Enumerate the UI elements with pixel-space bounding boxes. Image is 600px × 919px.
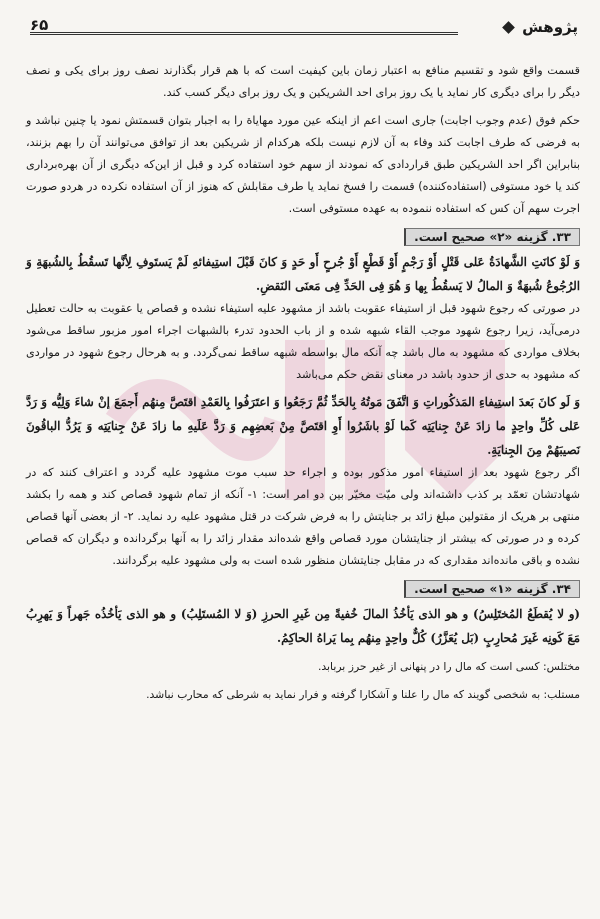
- question-34-heading: ۳۴. گزینه «۱» صحیح است.: [404, 580, 580, 598]
- question-33-explanation: در صورتی که رجوع شهود قبل از استیفاء عقوبت باشد از مشهود علیه استیفاء نشده و قصاص یا عقوبت به حالت تعطیل درمی‌آید، زیرا رجوع شهود موجب القاء شبهه شده و از باب الحدود تدرء بالشبهات اجراء امور مزبور ساقط می‌شود بخلاف مواردی که مشهود به مال باشد چه آنکه مال بواسطه شبهه ساقط نمی‌گردد. و به هرحال رجوع شهود در مواردی که مشهود به حدی از حدود باشد در معنای نقض حکم می‌باشد: [26, 302, 580, 381]
- question-33-heading: ۳۳. گزینه «۲» صحیح است.: [404, 228, 580, 246]
- page-number: ۶۵: [30, 16, 49, 34]
- header-rule: [30, 32, 458, 35]
- definition-mustalib: مستلب: به شخصی گویند که مال را علنا و آشکارا گرفته و فرار نماید به شرطی که محارب نباشد.: [146, 688, 580, 701]
- page-header: [30, 8, 578, 48]
- question-33-arabic-text-2: وَ لَو کانَ بَعدَ استِیفاءِ المَذکُوراتِ وَ اتَّفَقَ مَوتُهُ بِالحَدِّ ثُمَّ رَجَعُوا وَ اعتَرَفُوا بِالعَمْدِ اقتَصَّ مِنهُم أَجمَعَ إنْ شاءَ وَلِیُّه وَ رَدَّ عَلى کُلِّ واحِدٍ ما زادَ عَنْ جِنایَتِه کَما لَوْ باشَرُوا أَوِ اقتَصَّ مِنْ بَعضِهِم وَ رَدَّ عَلَیهِ ما زادَ عَنْ جِنایَتِه وَ یَرُدُّ الباقُونَ نَصیبَهُمْ مِنَ الجِنایَةِ.: [26, 395, 580, 457]
- page-content: [26, 60, 580, 706]
- header-title-group: [500, 18, 578, 36]
- diamond-icon: [502, 21, 515, 34]
- question-34-arabic-text: (و لا یُقطَعُ المُختَلِسُ) و هو الذی یَأخُذُ المالَ خُفیةً مِن غَیرِ الحرزِ (وَ لا المُستَلِبُ) و هو الذی یَأخُذُه جَهراً وَ یَهرِبُ مَعَ کَونِه غَیرَ مُحارِبٍ (بَل یُعَزَّرُ) کُلٌّ واحِدٍ مِنهُم بِما یَراهُ الحاکِمُ.: [26, 607, 580, 645]
- question-33-explanation-2: اگر رجوع شهود بعد از استیفاء امور مذکور بوده و اجراء حد سبب موت مشهود علیه گردد و اعتراف کنند که در شهادتشان تعمّد بر کذب داشته‌اند ولی میّت مخیّر بین دو امر است: ۱- آنکه از تمام شهود قصاص کند و همه را بکشد منتهی بر هریک از مقتولین مبلغ زائد بر جنایتش را به فرض شرکت در قتل مشهود علیه رد نماید. ۲- از بعضی آنها قصاص کرده و در صورتی که بیشتر از جنایتشان مورد قصاص واقع شده‌اند مقدار زائد را به آنها برگردانده و دیگران که قصاص نشده و باقی مانده‌اند مقداری که در مقابل جنایتشان منظور شده است به ولی مشهود علیه برگردانند.: [26, 466, 580, 567]
- paragraph-1: قسمت واقع شود و تقسیم منافع به اعتبار زمان باین کیفیت است که با هم قرار بگذارند نصف روز برای یکی و نصف دیگر را برای دیگری کار نماید یا یک روز برای احد الشریکین و یک روز برای دیگر کسب کند.: [26, 64, 580, 99]
- paragraph-2: حکم فوق (عدم وجوب اجابت) جاری است اعم از اینکه عین مورد مهایاة را به اجبار بتوان قسمتش نمود یا چنین نباشد و به فرضی که طرف اجابت کند وفاء به آن لازم نیست بلکه هرکدام از شریکین بعد از توافق می‌توانند آن را بهم بزنند، بنابراین اگر احد الشریکین طبق قراردادی که نمودند از سهم خود استفاده کرد و قبل از این‌که دیگری از آن بهره‌برداری کند یا خود مستوفی (استفاده‌کننده) قسمت را فسخ نماید یا طرف مقابلش که هنوز از آن استفاده نکرده در هردو صورت اجرت سهم آن کس که استفاده ننموده به عهده مستوفی است.: [26, 114, 580, 215]
- definition-mukhtalis: مختلس: کسی است که مال را در پنهانی از غیر حرز بربابد.: [317, 660, 580, 673]
- question-33-arabic-text: وَ لَوْ کانَتِ الشَّهادَةُ عَلى قَتْلٍ أَوْ رَجْمٍ أَوْ قَطْعٍ أَوْ جُرحٍ أَو حَدٍ وَ کانَ قَبْلَ استِیفائهِ لَمْ یَستَوفِ لِأنَّها تَسقُطُ بِالشُبهَةِ وَ الرُجُوعُ شُبهَةٌ وَ المالُ لا یَسقُطُ بِها وَ هُوَ فِى الحَدِّ فِى مَعنَى النَقضِ.: [26, 255, 580, 293]
- header-title: پژوهش: [522, 18, 578, 36]
